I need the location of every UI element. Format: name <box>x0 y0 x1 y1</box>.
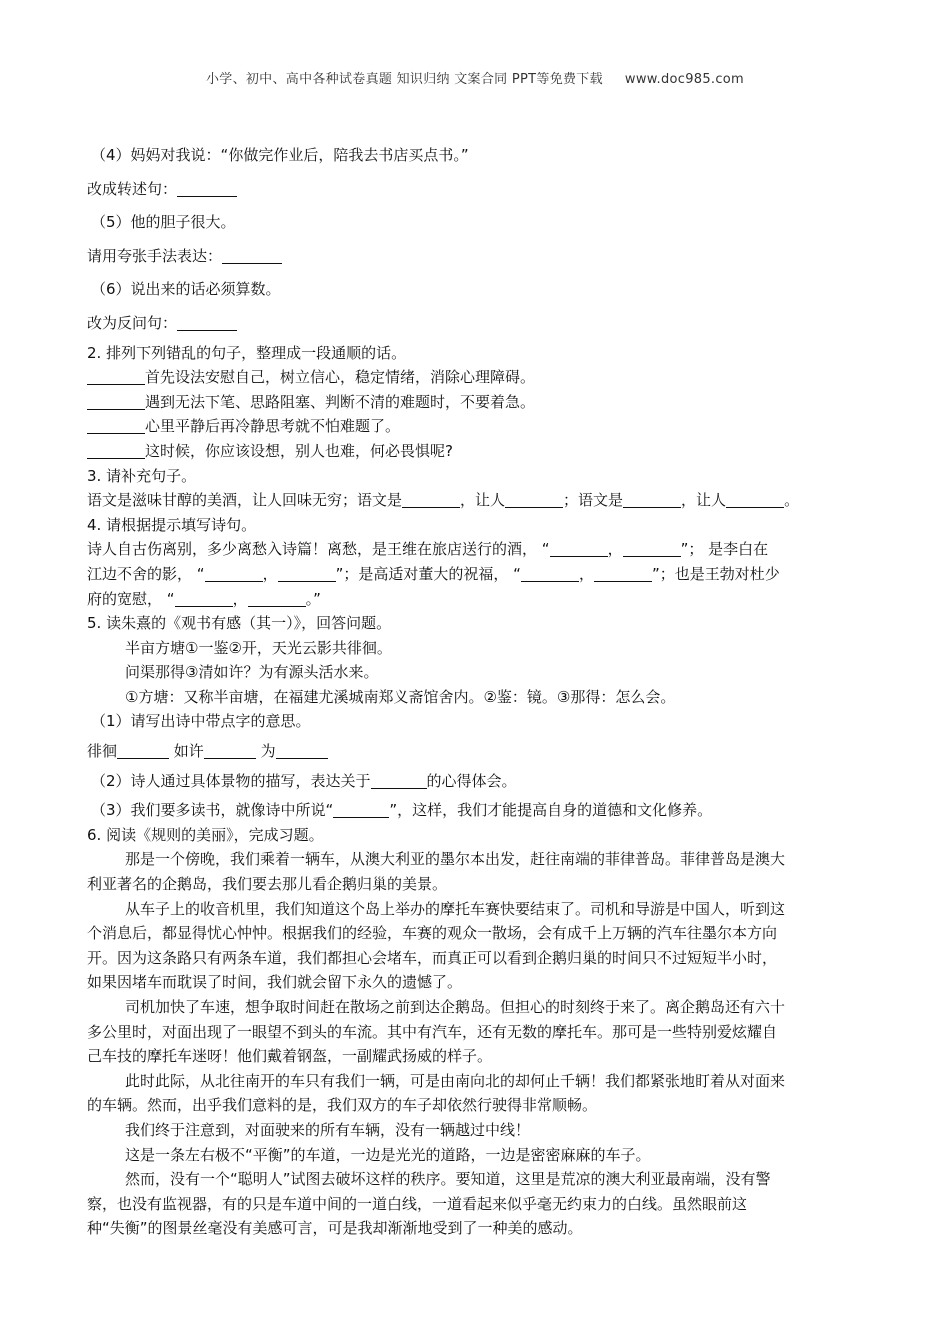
answer-blank[interactable] <box>550 541 608 557</box>
q3-text: ，让人 <box>681 491 727 510</box>
answer-blank[interactable] <box>177 181 237 197</box>
answer-blank[interactable] <box>175 591 233 607</box>
q6-paragraph-line: 种“失衡”的图景丝毫没有美感可言，可是我却渐渐地受到了一种美的感动。 <box>87 1219 583 1238</box>
answer-blank[interactable] <box>333 802 389 818</box>
q4-text: ， <box>262 564 278 583</box>
q6-paragraph-line: 此时此际，从北往南开的车只有我们一辆，可是由南向北的却何止千辆！我们都紧张地盯着从对面来 <box>125 1071 786 1090</box>
q4-line <box>87 537 867 562</box>
q6-paragraph-line: 那是一个傍晚，我们乘着一辆车，从澳大利亚的墨尔本出发，赶往南端的菲律普岛。菲律普岛是澳大 <box>125 850 786 869</box>
q4-text: “ <box>513 564 521 583</box>
q5-word: 徘徊 <box>87 742 118 761</box>
q5-poem-line: 问渠那得③清如许？为有源头活水来。 <box>125 663 379 682</box>
answer-blank[interactable] <box>402 492 460 508</box>
q6-paragraph-line: 的车辆。然而，出乎我们意料的是，我们双方的车子却依然行驶得非常顺畅。 <box>87 1096 598 1115</box>
q5-word: 如许 <box>173 742 204 761</box>
q5-words <box>87 739 867 764</box>
q4-text: ， <box>607 540 623 559</box>
q1-item6: （6）说出来的话必须算数。 <box>91 280 281 299</box>
q5-text: ”，这样，我们才能提高自身的道德和文化修养。 <box>389 801 713 820</box>
q1-item4-answer <box>87 177 867 202</box>
answer-blank[interactable] <box>117 743 169 759</box>
answer-blank[interactable] <box>521 566 579 582</box>
q4-text: 诗人自古伤离别，多少离愁入诗篇！离愁，是王维在旅店送行的酒， <box>87 540 538 559</box>
q3-sentence <box>87 488 867 513</box>
q2-line <box>87 365 867 390</box>
q1-item5-answer <box>87 244 867 269</box>
q5-word: 为 <box>260 742 276 761</box>
answer-blank[interactable] <box>87 369 145 385</box>
q4-line <box>87 587 867 612</box>
q4-text: ”；也是王勃对杜少 <box>651 564 780 583</box>
document-body <box>87 143 867 1241</box>
q6-paragraph-line: 如果因堵车而耽误了时间，我们就会留下永久的遗憾了。 <box>87 973 463 992</box>
q4-text: ”； <box>680 540 704 559</box>
q4-text: 是李白在 <box>708 540 769 559</box>
answer-blank[interactable] <box>726 492 784 508</box>
q4-text: 。” <box>305 589 321 608</box>
q6-paragraph-line: 己车技的摩托车迷呀！他们戴着钢盔，一副耀武扬威的样子。 <box>87 1047 493 1066</box>
q2-line-text: 这时候，你应该设想，别人也难，何必畏惧呢? <box>145 441 453 460</box>
q2-title: 2. 排列下列错乱的句子，整理成一段通顺的话。 <box>87 343 407 362</box>
answer-blank[interactable] <box>204 743 256 759</box>
q4-text: “ <box>541 540 550 559</box>
answer-blank[interactable] <box>276 743 328 759</box>
answer-blank[interactable] <box>222 248 282 264</box>
answer-blank[interactable] <box>248 591 306 607</box>
q1-item4-prompt: 改成转述句： <box>87 179 178 198</box>
page-header <box>0 68 950 87</box>
header-text: 小学、初中、高中各种试卷真题 知识归纳 文案合同 PPT等免费下载 <box>205 72 603 87</box>
q4-text: ， <box>578 564 594 583</box>
q5-title: 5. 读朱熹的《观书有感（其一）》，回答问题。 <box>87 614 392 633</box>
header-site[interactable]: www.doc985.com <box>624 72 745 87</box>
q6-paragraph-line: 个消息后，都显得忧心忡忡。根据我们的经验，车赛的观众一散场，会有成千上万辆的汽车往墨尔本方向 <box>87 924 778 943</box>
q3-text: 。 <box>784 491 800 510</box>
q6-paragraph-line: 这是一条左右极不“平衡”的车道，一边是光光的道路，一边是密密麻麻的车子。 <box>125 1145 651 1164</box>
q3-text: ，让人 <box>460 491 506 510</box>
q4-title: 4. 请根据提示填写诗句。 <box>87 515 257 534</box>
answer-blank[interactable] <box>205 566 263 582</box>
q6-paragraph-line: 司机加快了车速，想争取时间赶在散场之前到达企鹅岛。但担心的时刻终于来了。离企鹅岛还有六十 <box>125 998 786 1016</box>
q5-poem-line: 半亩方塘①一鉴②开，天光云影共徘徊。 <box>125 638 392 657</box>
q4-text: “ <box>196 564 205 583</box>
q6-paragraph-line: 开。因为这条路只有两条车道，我们都担心会堵车，而真正可以看到企鹅归巢的时间只不过短短半小时， <box>87 948 778 967</box>
answer-blank[interactable] <box>87 418 145 434</box>
q4-text: ， <box>232 589 248 608</box>
q2-line <box>87 414 867 439</box>
q6-paragraph-line: 利亚著名的企鹅岛，我们要去那儿看企鹅归巢的美景。 <box>87 875 448 894</box>
answer-blank[interactable] <box>594 566 652 582</box>
answer-blank[interactable] <box>623 492 681 508</box>
q6-paragraph-line: 从车子上的收音机里，我们知道这个岛上举办的摩托车赛快要结束了。司机和导游是中国人，听到这 <box>125 899 786 918</box>
q1-item5: （5）他的胆子很大。 <box>91 213 236 232</box>
q3-title: 3. 请补充句子。 <box>87 466 197 485</box>
q1-item5-prompt: 请用夸张手法表达： <box>87 246 223 265</box>
q6-paragraph-line: 多公里时，对面出现了一眼望不到头的车流。其中有汽车，还有无数的摩托车。那可是一些特别爱炫耀自 <box>87 1022 778 1041</box>
q2-line-text: 心里平静后再冷静思考就不怕难题了。 <box>145 417 401 436</box>
q2-line-text: 首先设法安慰自己，树立信心，稳定情绪，消除心理障碍。 <box>145 368 536 387</box>
answer-blank[interactable] <box>87 394 145 410</box>
q5-text: （2）诗人通过具体景物的描写，表达关于 <box>91 771 371 790</box>
answer-blank[interactable] <box>371 773 427 789</box>
answer-blank[interactable] <box>623 541 681 557</box>
q6-paragraph-line: 我们终于注意到，对面驶来的所有车辆，没有一辆越过中线！ <box>125 1120 531 1139</box>
q1-item6-prompt: 改为反问句： <box>87 313 178 332</box>
q3-text: 语文是滋味甘醇的美酒，让人回味无穷；语文是 <box>87 491 403 510</box>
q3-text: ；语文是 <box>563 491 624 510</box>
q4-text: ”；是高适对董大的祝福， <box>335 564 509 583</box>
q6-paragraph-line: 察，也没有监视器，有的只是车道中间的一道白线，一道看起来似乎毫无约束力的白线。虽然眼前这 <box>87 1194 748 1213</box>
q5-sub3 <box>87 798 867 823</box>
q4-text: 江边不舍的影， <box>87 564 193 583</box>
q4-line <box>87 562 867 587</box>
q5-note: ①方塘：又称半亩塘，在福建尤溪城南郑义斋馆舍内。②鉴：镜。③那得：怎么会。 <box>125 687 676 706</box>
q4-text: 府的宽慰， <box>87 589 163 608</box>
answer-blank[interactable] <box>505 492 563 508</box>
q5-sub2 <box>87 769 867 794</box>
q6-title: 6. 阅读《规则的美丽》，完成习题。 <box>87 825 324 844</box>
q5-text: （3）我们要多读书，就像诗中所说“ <box>91 801 334 820</box>
answer-blank[interactable] <box>177 315 237 331</box>
q1-item4: （4）妈妈对我说：“你做完作业后，陪我去书店买点书。” <box>91 146 469 164</box>
q6-paragraph-line: 然而，没有一个“聪明人”试图去破坏这样的秩序。要知道，这里是荒凉的澳大利亚最南端，没有警 <box>125 1170 771 1189</box>
q5-text: 的心得体会。 <box>426 771 517 790</box>
answer-blank[interactable] <box>278 566 336 582</box>
q4-text: “ <box>166 589 175 608</box>
q1-item6-answer <box>87 311 867 336</box>
q2-line <box>87 439 867 464</box>
q5-sub1: （1）请写出诗中带点字的意思。 <box>91 712 311 731</box>
answer-blank[interactable] <box>87 443 145 459</box>
q2-line-text: 遇到无法下笔、思路阻塞、判断不清的难题时，不要着急。 <box>145 392 536 411</box>
q2-line <box>87 390 867 415</box>
